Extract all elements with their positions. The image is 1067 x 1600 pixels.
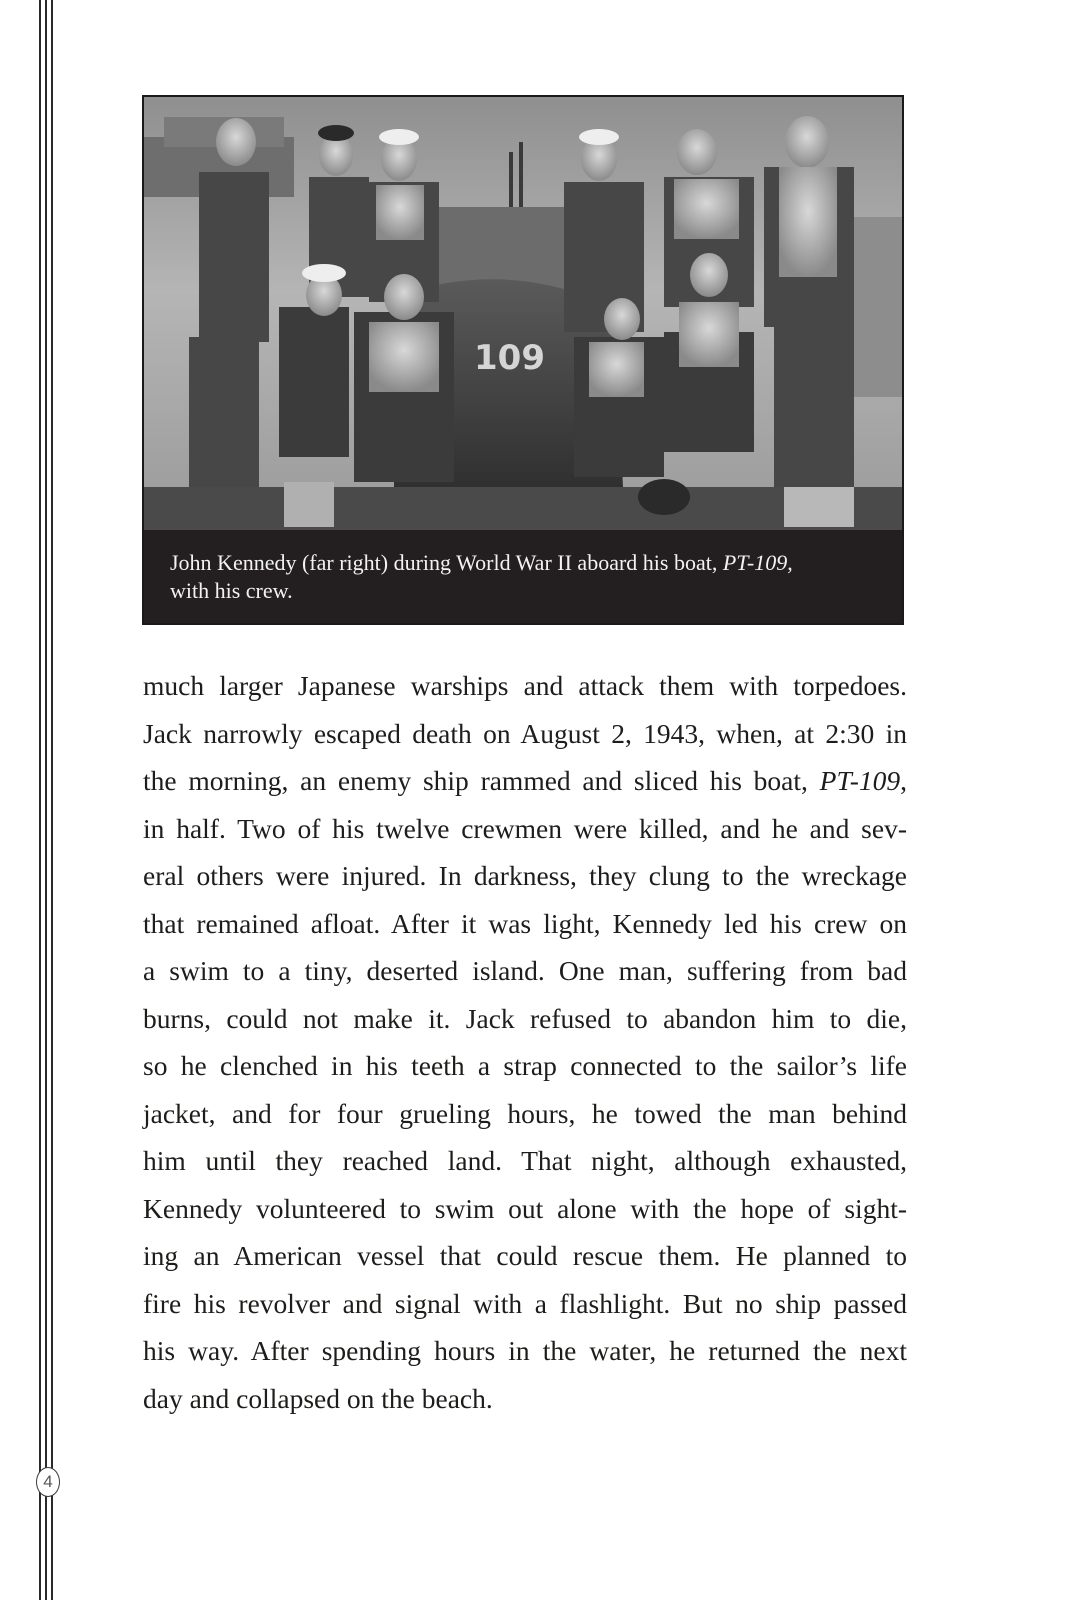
- text-line: day and collapsed on the beach.: [143, 1382, 493, 1414]
- text-line-part: ,: [900, 765, 907, 796]
- text-line-part: the morning, an enemy ship rammed and sliced his boat,: [143, 765, 820, 796]
- caption-line-2: with his crew.: [170, 578, 293, 603]
- caption-comma: ,: [787, 550, 793, 575]
- text-line: his way. After spending hours in the water, he returned the next: [143, 1335, 907, 1366]
- text-line: Kennedy volunteered to swim out alone with the hope of sight-: [143, 1192, 907, 1224]
- text-line: jacket, and for four grueling hours, he towed the man behind: [143, 1097, 907, 1129]
- caption-boat-name: PT-109: [722, 550, 788, 575]
- boat-name: PT-109: [819, 765, 901, 796]
- text-line: a swim to a tiny, deserted island. One man, suffering from bad: [143, 955, 907, 986]
- body-paragraph: [143, 662, 907, 1422]
- text-line: ing an American vessel that could rescue them. He planned to: [143, 1240, 907, 1271]
- text-line: him until they reached land. That night, although exhausted,: [143, 1145, 907, 1176]
- text-line: eral others were injured. In darkness, they clung to the wreckage: [143, 860, 907, 891]
- text-line: fire his revolver and signal with a flashlight. But no ship passed: [143, 1287, 907, 1319]
- text-line: Jack narrowly escaped death on August 2, 1943, when, at 2:30 in: [143, 717, 907, 749]
- text-line: much larger Japanese warships and attack them with torpedoes.: [143, 670, 907, 701]
- caption-text: John Kennedy (far right) during World War II aboard his boat,: [170, 550, 723, 575]
- margin-rule: [51, 0, 53, 1600]
- photo-figure: [142, 95, 904, 625]
- text-line: [143, 757, 907, 805]
- crew-photo: [144, 97, 902, 530]
- margin-rule: [39, 0, 41, 1600]
- photo-caption: [170, 549, 890, 605]
- text-line: burns, could not make it. Jack refused to abandon him to die,: [143, 1002, 907, 1034]
- text-line: so he clenched in his teeth a strap connected to the sailor’s life: [143, 1050, 907, 1081]
- text-line: that remained afloat. After it was light, Kennedy led his crew on: [143, 907, 907, 939]
- hull-number: 109: [474, 338, 545, 378]
- page-number: 4: [36, 1467, 60, 1497]
- margin-rule: [45, 0, 47, 1600]
- text-line: in half. Two of his twelve crewmen were killed, and he and sev-: [143, 812, 907, 844]
